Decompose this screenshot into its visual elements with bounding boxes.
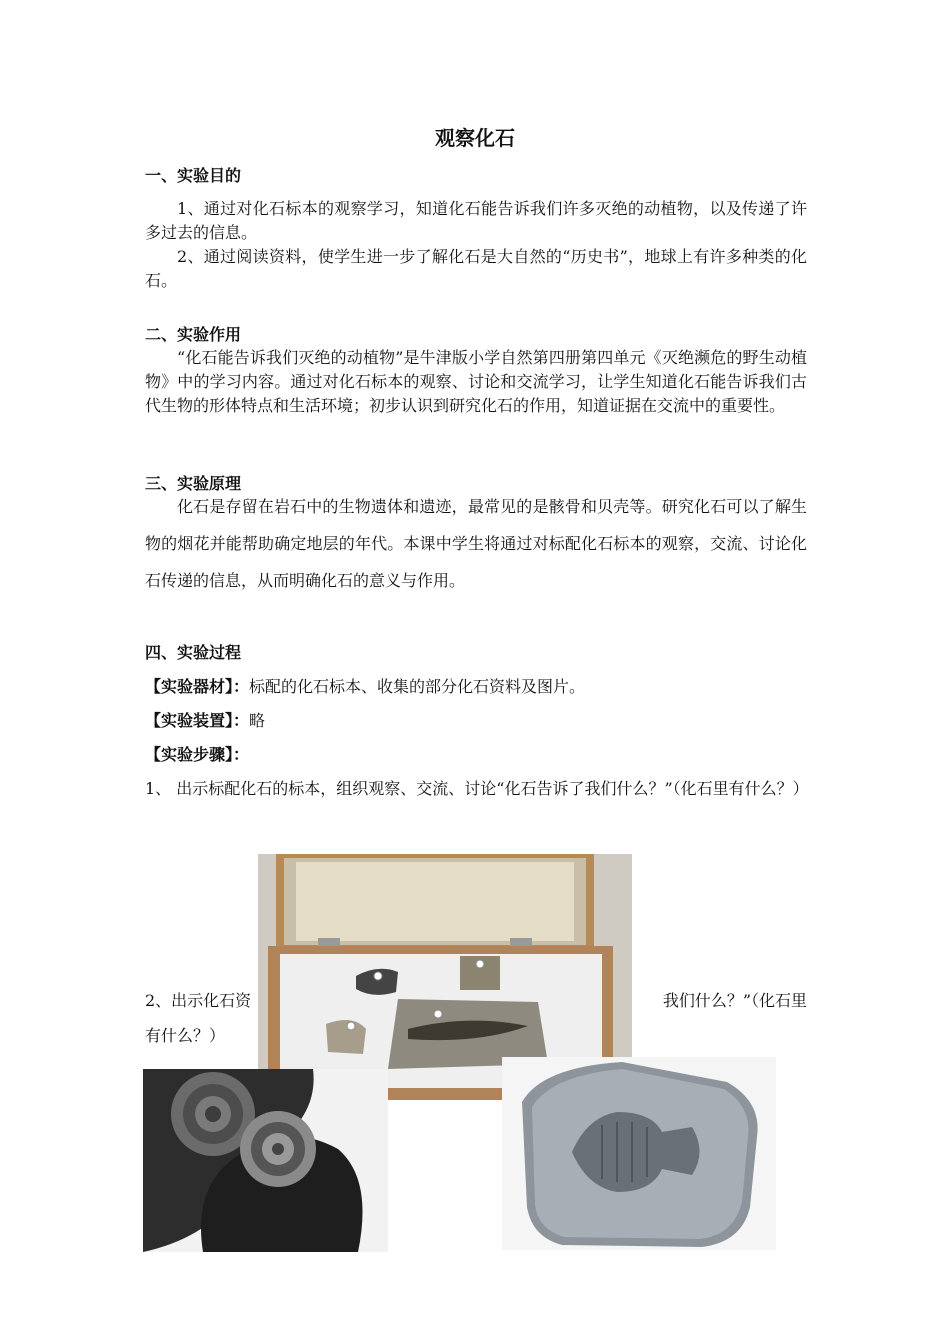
device-line [145,709,807,733]
section-2-paragraph: “化石能告诉我们灭绝的动植物”是牛津版小学自然第四册第四单元《灭绝濒危的野生动植物》中的学习内容。通过对化石标本的观察、讨论和交流学习，让学生知道化石能告诉我们古代生物的形体特点和生活环境；初步认识到研究化石的作用，知道证据在交流中的重要性。 [145,348,807,415]
section-1-paragraph-2: 2、通过阅读资料，使学生进一步了解化石是大自然的“历史书”，地球上有许多种类的化石。 [145,247,807,290]
section-3-heading: 三、实验原理 [145,474,242,493]
step-2-end: 有什么？） [145,1026,226,1045]
section-1-heading: 一、实验目的 [145,166,242,185]
section-4-heading: 四、实验过程 [145,643,242,662]
device-label: 【实验装置】： [145,711,250,730]
ammonite-photo [143,1069,388,1252]
section-2-heading: 二、实验作用 [145,325,242,344]
steps-label: 【实验步骤】： [145,745,250,764]
materials-text: 标配的化石标本、收集的部分化石资料及图片。 [249,677,586,696]
step-2-left: 2、出示化石资 [145,991,252,1010]
section-3-paragraph: 化石是存留在岩石中的生物遗体和遗迹，最常见的是骸骨和贝壳等。研究化石可以了解生物的烟花并能帮助确定地层的年代。本课中学生将通过对标配化石标本的观察，交流、讨论化石传递的信息，从而明确化石的意义与作用。 [145,497,807,590]
trilobite-photo [502,1057,776,1250]
materials-label: 【实验器材】： [145,677,250,696]
page-title: 观察化石 [435,126,515,150]
step-1: 1、 出示标配化石的标本，组织观察、交流、讨论“化石告诉了我们什么？”（化石里有什么？） [145,779,809,798]
section-1-paragraph-1: 1、通过对化石标本的观察学习，知道化石能告诉我们许多灭绝的动植物，以及传递了许多过去的信息。 [145,199,807,242]
device-text: 略 [249,711,266,730]
step-2-right: 我们什么？”（化石里 [662,991,807,1010]
materials-line [145,675,807,699]
